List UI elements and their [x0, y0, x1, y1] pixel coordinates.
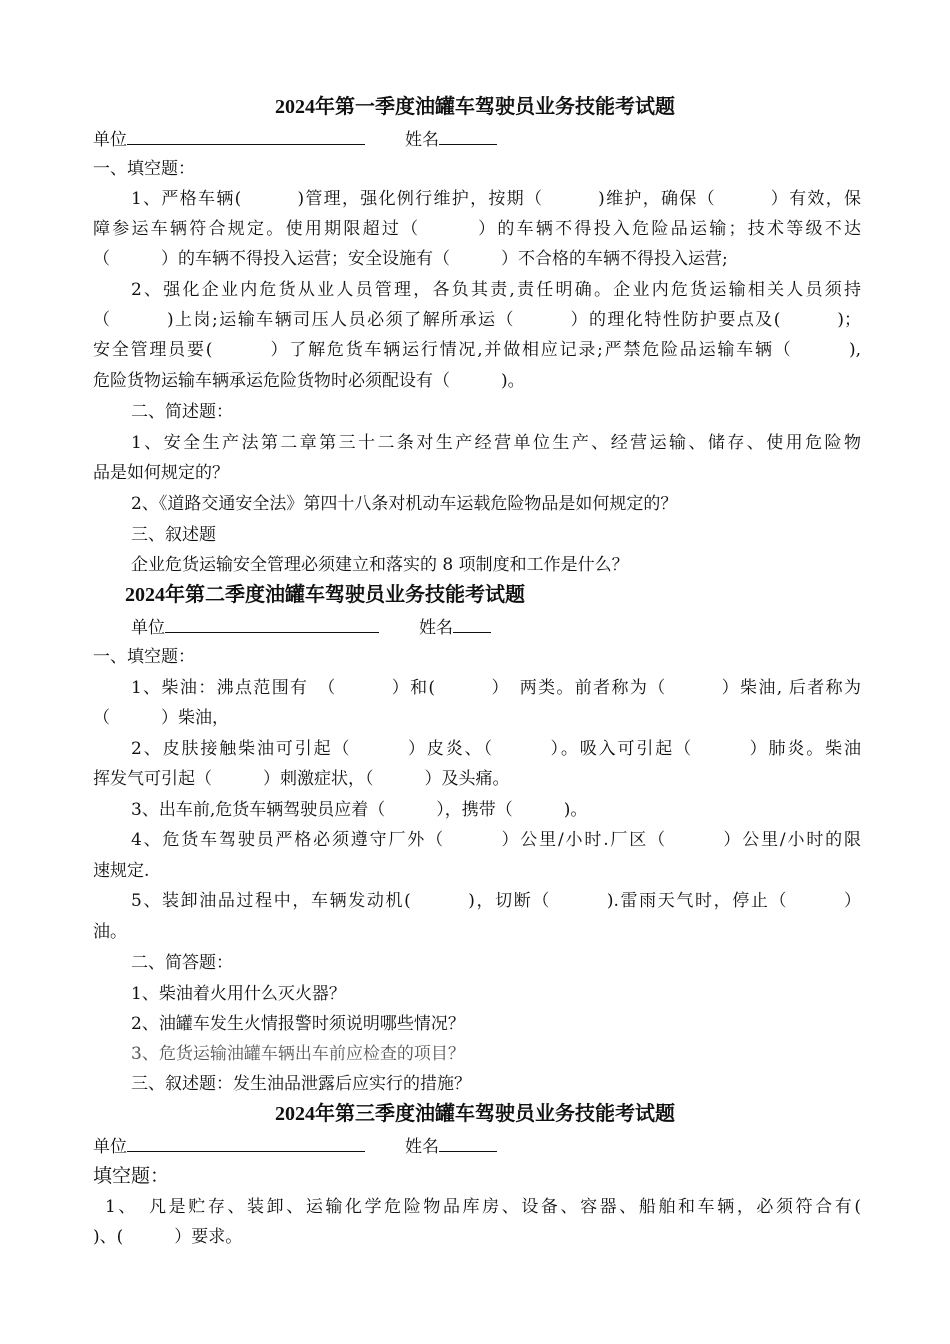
q2-fill-1-line1: 1、柴油：沸点范围有 （ ）和( ） 两类。前者称为（ ）柴油, 后者称为 [131, 678, 861, 698]
q1-fill-2-line2: （ )上岗;运输车辆司压人员必须了解所承运（ ）的理化特性防护要点及( )； [93, 310, 861, 330]
q3-fill-1-line2: )、( ）要求。 [93, 1227, 243, 1247]
q1-unit-name-row [93, 128, 861, 151]
q2-answer-3: 3、危货运输油罐车辆出车前应检查的项目？ [131, 1044, 465, 1064]
q2-unit-blank[interactable] [165, 616, 379, 633]
q2-fill-5-line1: 5、装卸油品过程中，车辆发动机( )，切断（ ).雷雨天气时，停止（ ） [131, 891, 861, 911]
q1-fill-2-line1: 2、强化企业内危货从业人员管理，各负其责,责任明确。企业内危货运输相关人员须持 [131, 280, 861, 300]
q2-section1-heading: 一、填空题： [93, 647, 195, 667]
q2-name-label: 姓名 [419, 618, 453, 638]
q1-title: 2024年第一季度油罐车驾驶员业务技能考试题 [275, 96, 675, 118]
q2-section2-heading: 二、简答题： [131, 953, 233, 973]
q1-unit-blank[interactable] [127, 128, 365, 145]
q2-name-blank[interactable] [453, 616, 491, 633]
q3-unit-blank[interactable] [127, 1135, 365, 1152]
q1-short-2: 2、《道路交通安全法》第四十八条对机动车运载危险物品是如何规定的？ [131, 494, 678, 514]
q3-section1-heading: 填空题： [93, 1165, 170, 1187]
q2-fill-2-line1: 2、皮肤接触柴油可引起（ ）皮炎、（ ）。吸入可引起（ ）肺炎。柴油 [131, 739, 861, 759]
q1-name-label: 姓名 [405, 130, 439, 150]
q2-fill-2-line2: 挥发气可引起（ ）刺激症状，（ ）及头痛。 [93, 769, 510, 789]
q3-unit-label: 单位 [93, 1137, 127, 1157]
q2-fill-4-line1: 4、危货车驾驶员严格必须遵守厂外（ ）公里/小时.厂区（ ）公里/小时的限 [131, 830, 861, 850]
q3-title: 2024年第三季度油罐车驾驶员业务技能考试题 [275, 1103, 675, 1125]
q2-fill-4-line2: 速规定. [93, 861, 150, 881]
q1-section1-heading: 一、填空题： [93, 159, 195, 179]
q1-unit-label: 单位 [93, 130, 127, 150]
q2-fill-5-line2: 油。 [93, 922, 127, 942]
q1-fill-1-line3: （ ）的车辆不得投入运营；安全设施有（ ）不合格的车辆不得投入运营; [93, 249, 728, 269]
q2-unit-label: 单位 [131, 618, 165, 638]
q3-name-label: 姓名 [405, 1137, 439, 1157]
q2-fill-1-line2: （ ）柴油， [93, 708, 229, 728]
q1-narrative-1: 企业危货运输安全管理必须建立和落实的 8 项制度和工作是什么？ [131, 555, 629, 575]
q1-fill-2-line3: 安全管理员要( ）了解危货车辆运行情况,并做相应记录;严禁危险品运输车辆（ ), [93, 340, 861, 360]
q3-unit-name-row [93, 1135, 861, 1158]
q3-name-blank[interactable] [439, 1135, 497, 1152]
q1-section2-heading: 二、简述题： [131, 402, 233, 422]
q1-fill-1-line2: 障参运车辆符合规定。使用期限超过（ ）的车辆不得投入危险品运输；技术等级不达 [93, 219, 861, 239]
q1-fill-2-line4: 危险货物运输车辆承运危险货物时必须配设有（ )。 [93, 371, 525, 391]
q1-short-1-line2: 品是如何规定的？ [93, 463, 229, 483]
q1-fill-1-line1: 1、严格车辆( )管理，强化例行维护，按期（ )维护，确保（ ）有效，保 [131, 189, 861, 209]
q2-section3-heading: 三、叙述题：发生油品泄露后应实行的措施？ [131, 1074, 471, 1094]
q2-fill-3: 3、出车前,危货车辆驾驶员应着（ ），携带（ )。 [131, 800, 588, 820]
q2-unit-name-row [131, 616, 861, 639]
q1-section3-heading: 三、叙述题 [131, 525, 216, 545]
q3-fill-1-line1: 1、 凡是贮存、装卸、运输化学危险物品库房、设备、容器、船舶和车辆，必须符合有( [105, 1197, 861, 1217]
q1-name-blank[interactable] [439, 128, 497, 145]
q2-answer-2: 2、油罐车发生火情报警时须说明哪些情况？ [131, 1014, 465, 1034]
q1-short-1-line1: 1、安全生产法第二章第三十二条对生产经营单位生产、经营运输、储存、使用危险物 [131, 433, 861, 453]
q2-answer-1: 1、柴油着火用什么灭火器？ [131, 984, 346, 1004]
q2-title: 2024年第二季度油罐车驾驶员业务技能考试题 [125, 584, 525, 606]
